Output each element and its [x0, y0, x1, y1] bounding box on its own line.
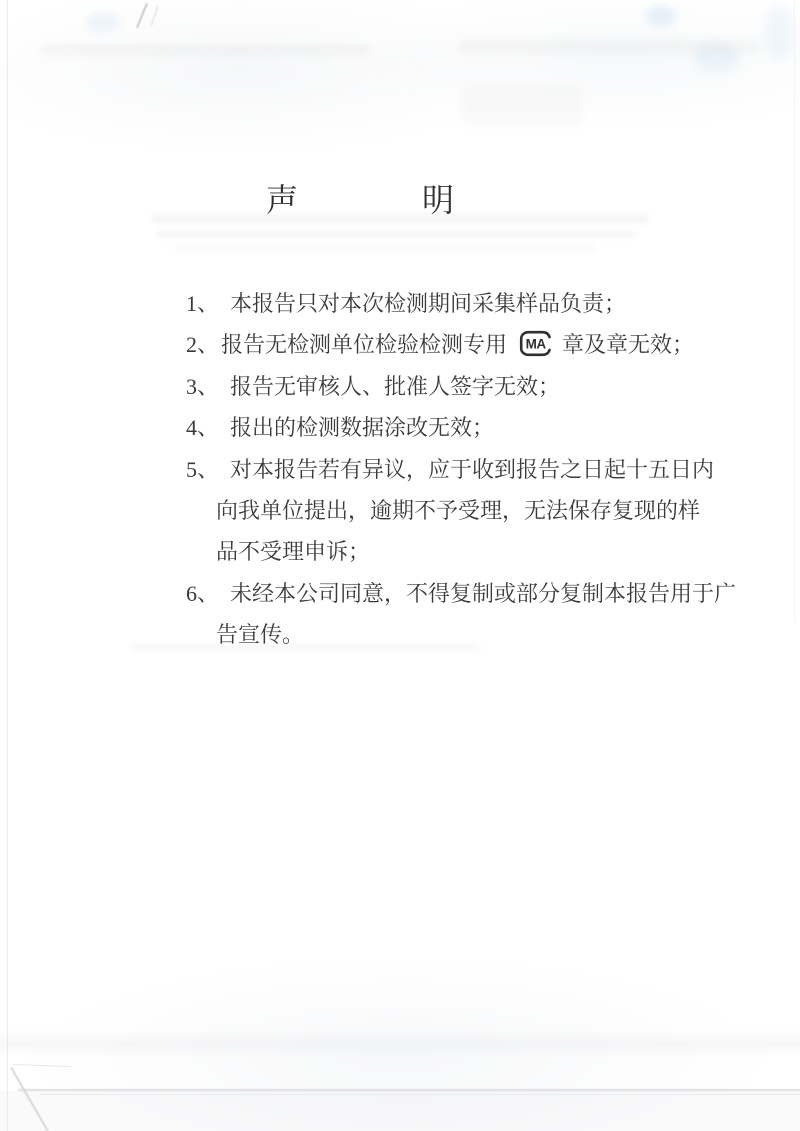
scan-edge-left — [7, 0, 8, 1131]
list-item-3 — [186, 366, 776, 407]
item-text: 报告无检测单位检验检测专用 — [221, 332, 508, 358]
item-number: 3、 — [186, 373, 220, 399]
item-5-line-1 — [186, 449, 776, 490]
list-item-1 — [186, 283, 776, 324]
item-5-line-3: 品不受理申诉； — [216, 539, 371, 565]
scanner-tint — [646, 6, 676, 26]
cma-logo-text: MA — [525, 337, 546, 353]
bleed-through-smudge — [462, 86, 582, 126]
item-text: 未经本公司同意，不得复制或部分复制本报告用于广 — [230, 580, 737, 606]
stray-mark — [136, 3, 148, 29]
bleed-through-smudge — [460, 40, 760, 54]
list-item-4 — [186, 407, 776, 448]
scan-edge-right — [794, 0, 795, 622]
item-number: 4、 — [186, 415, 220, 441]
list-item-5 — [186, 449, 776, 573]
item-text: 对本报告若有异议，应于收到报告之日起十五日内 — [230, 456, 715, 482]
bleed-through-smudge — [155, 230, 635, 238]
scanner-tint — [764, 4, 794, 60]
item-1-line — [186, 283, 776, 324]
item-text: 报告无审核人、批准人签字无效； — [230, 373, 561, 399]
cma-certification-icon — [519, 330, 553, 357]
scanner-tint — [86, 12, 120, 32]
page-corner-cut — [10, 1067, 49, 1131]
bleed-through-smudge — [40, 44, 370, 56]
item-text: 章及章无效； — [562, 332, 695, 358]
declaration-list — [186, 283, 776, 656]
page-title — [266, 175, 454, 221]
list-item-2 — [186, 324, 776, 365]
item-6-line-2: 告宣传。 — [216, 622, 305, 648]
item-number: 1、 — [186, 291, 220, 316]
item-number: 2、 — [186, 332, 220, 358]
item-3-line — [186, 366, 776, 407]
stray-mark — [151, 6, 158, 25]
item-6-line-1 — [186, 573, 776, 614]
item-number: 5、 — [186, 456, 220, 482]
scan-shading-band — [0, 1091, 800, 1131]
page-fold-line — [18, 1089, 800, 1091]
item-5-line-2: 向我单位提出，逾期不予受理，无法保存复现的样 — [216, 498, 701, 524]
page-fold-line — [40, 1094, 800, 1095]
page-corner-cut — [13, 1064, 71, 1067]
list-item-6 — [186, 573, 776, 656]
item-number: 6、 — [186, 580, 220, 606]
item-4-line — [186, 407, 776, 448]
item-text: 本报告只对本次检测期间采集样品负责； — [230, 291, 627, 316]
title-char-2: 明 — [422, 182, 455, 218]
scan-shading-band — [0, 1030, 800, 1058]
title-char-1: 声 — [266, 182, 299, 218]
item-2-line — [186, 324, 776, 365]
bleed-through-smudge — [175, 245, 595, 252]
item-text: 报出的检测数据涂改无效； — [230, 415, 495, 441]
scanner-tint — [694, 44, 740, 72]
